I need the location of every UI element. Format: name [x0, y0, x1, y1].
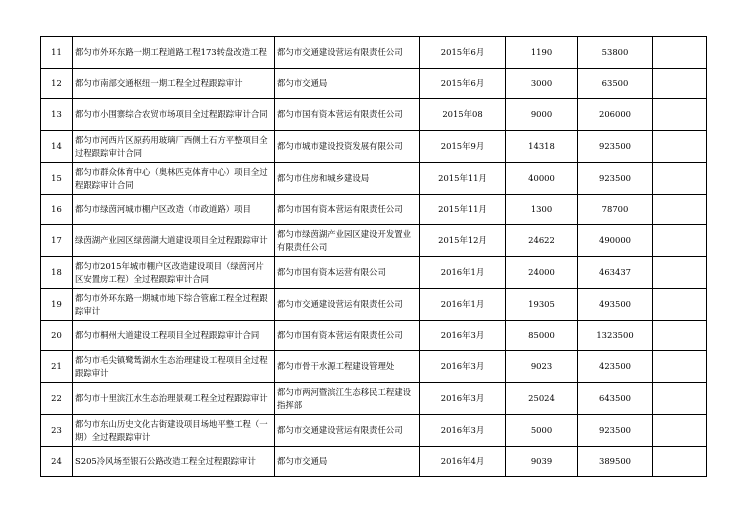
row-number: 22: [41, 383, 73, 415]
project-amount: 1300: [506, 195, 578, 225]
project-amount: 24000: [506, 257, 578, 289]
audit-fee: 53800: [578, 37, 653, 69]
row-number: 16: [41, 195, 73, 225]
audit-fee: 463437: [578, 257, 653, 289]
table-row: [41, 225, 707, 257]
table-row: [41, 99, 707, 131]
project-amount: 1190: [506, 37, 578, 69]
audit-fee: 78700: [578, 195, 653, 225]
project-amount: 85000: [506, 321, 578, 351]
remarks: [653, 163, 707, 195]
remarks: [653, 289, 707, 321]
table-row: [41, 321, 707, 351]
client-unit: 都匀市交通建设营运有限责任公司: [275, 289, 420, 321]
client-unit: 都匀市交通局: [275, 447, 420, 477]
row-number: 14: [41, 131, 73, 163]
project-name: S205冷风场至银石公路改造工程全过程跟踪审计: [73, 447, 275, 477]
client-unit: 都匀市住房和城乡建设局: [275, 163, 420, 195]
contract-date: 2015年11月: [420, 195, 506, 225]
table-row: [41, 351, 707, 383]
client-unit: 都匀市交通局: [275, 69, 420, 99]
row-number: 15: [41, 163, 73, 195]
audit-fee: 1323500: [578, 321, 653, 351]
project-amount: 40000: [506, 163, 578, 195]
table-row: [41, 37, 707, 69]
row-number: 23: [41, 415, 73, 447]
audit-fee: 206000: [578, 99, 653, 131]
audit-fee: 923500: [578, 163, 653, 195]
row-number: 21: [41, 351, 73, 383]
contract-date: 2015年12月: [420, 225, 506, 257]
client-unit: 都匀市两河暨滨江生态移民工程建设指挥部: [275, 383, 420, 415]
table-row: [41, 257, 707, 289]
client-unit: 都匀市交通建设营运有限责任公司: [275, 415, 420, 447]
audit-fee: 923500: [578, 131, 653, 163]
project-amount: 19305: [506, 289, 578, 321]
client-unit: 都匀市国有资本营运有限责任公司: [275, 321, 420, 351]
project-name: 都匀市群众体育中心（奥林匹克体育中心）项目全过程跟踪审计合同: [73, 163, 275, 195]
project-name: 都匀市2015年城市棚户区改造建设项目（绿茵河片区安置房工程）全过程跟踪审计合同: [73, 257, 275, 289]
client-unit: 都匀市交通建设营运有限责任公司: [275, 37, 420, 69]
project-name: 都匀市绿茵河城市棚户区改造（市政道路）项目: [73, 195, 275, 225]
audit-fee: 493500: [578, 289, 653, 321]
project-name: 绿茵湖产业园区绿茵湖大道建设项目全过程跟踪审计: [73, 225, 275, 257]
project-name: 都匀市桐州大道建设工程项目全过程跟踪审计合同: [73, 321, 275, 351]
remarks: [653, 131, 707, 163]
project-amount: 25024: [506, 383, 578, 415]
contract-date: 2016年3月: [420, 415, 506, 447]
row-number: 20: [41, 321, 73, 351]
remarks: [653, 225, 707, 257]
client-unit: 都匀市国有资本运营有限公司: [275, 257, 420, 289]
client-unit: 都匀市骨干水源工程建设管理处: [275, 351, 420, 383]
remarks: [653, 195, 707, 225]
project-amount: 9000: [506, 99, 578, 131]
row-number: 18: [41, 257, 73, 289]
remarks: [653, 321, 707, 351]
contract-date: 2015年6月: [420, 37, 506, 69]
table-row: [41, 415, 707, 447]
project-name: 都匀市东山历史文化古街建设项目场地平整工程（一期）全过程跟踪审计: [73, 415, 275, 447]
row-number: 13: [41, 99, 73, 131]
table-row: [41, 131, 707, 163]
contract-date: 2015年08: [420, 99, 506, 131]
remarks: [653, 383, 707, 415]
contract-date: 2016年3月: [420, 351, 506, 383]
project-amount: 9023: [506, 351, 578, 383]
contract-date: 2016年1月: [420, 257, 506, 289]
contract-date: 2015年11月: [420, 163, 506, 195]
contract-date: 2016年3月: [420, 383, 506, 415]
project-amount: 14318: [506, 131, 578, 163]
remarks: [653, 447, 707, 477]
contract-date: 2015年6月: [420, 69, 506, 99]
contract-date: 2016年1月: [420, 289, 506, 321]
table-row: [41, 447, 707, 477]
audit-fee: 923500: [578, 415, 653, 447]
project-name: 都匀市南部交通枢纽一期工程全过程跟踪审计: [73, 69, 275, 99]
remarks: [653, 37, 707, 69]
table-row: [41, 195, 707, 225]
table-row: [41, 289, 707, 321]
client-unit: 都匀市国有资本营运有限责任公司: [275, 99, 420, 131]
project-name: 都匀市河西片区原药用玻璃厂西侧土石方平整项目全过程跟踪审计合同: [73, 131, 275, 163]
remarks: [653, 351, 707, 383]
table-row: [41, 69, 707, 99]
table-row: [41, 383, 707, 415]
project-name: 都匀市外环东路一期工程道路工程173转盘改造工程: [73, 37, 275, 69]
client-unit: 都匀市国有资本营运有限责任公司: [275, 195, 420, 225]
contract-date: 2016年3月: [420, 321, 506, 351]
audit-project-table: [40, 36, 707, 477]
audit-fee: 490000: [578, 225, 653, 257]
project-name: 都匀市毛尖镇鹭鸶湖水生态治理建设工程项目全过程跟踪审计: [73, 351, 275, 383]
audit-fee: 389500: [578, 447, 653, 477]
client-unit: 都匀市绿茵湖产业园区建设开发置业有限责任公司: [275, 225, 420, 257]
contract-date: 2016年4月: [420, 447, 506, 477]
row-number: 17: [41, 225, 73, 257]
remarks: [653, 257, 707, 289]
project-amount: 24622: [506, 225, 578, 257]
project-name: 都匀市小围寨综合农贸市场项目全过程跟踪审计合同: [73, 99, 275, 131]
row-number: 12: [41, 69, 73, 99]
client-unit: 都匀市城市建设投资发展有限公司: [275, 131, 420, 163]
remarks: [653, 69, 707, 99]
row-number: 19: [41, 289, 73, 321]
audit-fee: 643500: [578, 383, 653, 415]
project-amount: 9039: [506, 447, 578, 477]
audit-fee: 63500: [578, 69, 653, 99]
remarks: [653, 415, 707, 447]
contract-date: 2015年9月: [420, 131, 506, 163]
row-number: 24: [41, 447, 73, 477]
project-amount: 5000: [506, 415, 578, 447]
row-number: 11: [41, 37, 73, 69]
project-amount: 3000: [506, 69, 578, 99]
project-name: 都匀市外环东路一期城市地下综合管廊工程全过程跟踪审计: [73, 289, 275, 321]
audit-fee: 423500: [578, 351, 653, 383]
remarks: [653, 99, 707, 131]
table-row: [41, 163, 707, 195]
project-name: 都匀市十里滨江水生态治理景观工程全过程跟踪审计: [73, 383, 275, 415]
